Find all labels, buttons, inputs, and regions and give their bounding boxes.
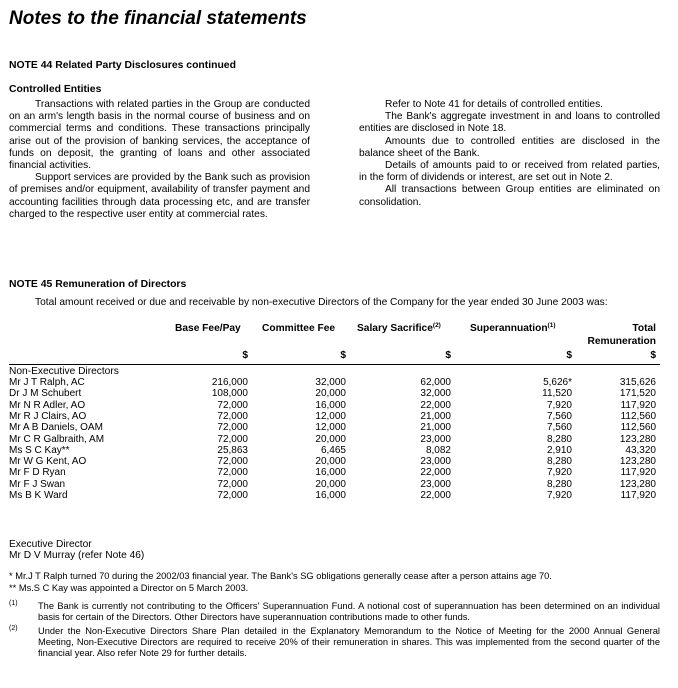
table-row [0, 479, 678, 490]
director-name: Mr F D Ryan [9, 467, 66, 479]
cell-committee: 20,000 [315, 478, 346, 490]
director-name: Mr A B Daniels, OAM [9, 422, 103, 434]
director-name: Ms S C Kay** [9, 444, 70, 456]
right-paragraph: Details of amounts paid to or received from related parties, in the form of dividends or interest, are set out in Note 2. [359, 160, 660, 184]
cell-super: 7,560 [546, 422, 572, 434]
director-name: Mr J T Ralph, AC [9, 377, 85, 388]
col-header-salary-sacrifice: Salary Sacrifice$^{(2)}$ [357, 322, 441, 334]
cell-base: 72,000 [217, 456, 248, 468]
note-45-intro: Total amount received or due and receivable by non-executive Directors of the Company for the year ended 30 June 2003 was: [35, 297, 608, 308]
cell-salary: 23,000 [420, 478, 451, 490]
cell-super: 5,626* [543, 377, 572, 388]
cell-salary: 32,000 [420, 388, 451, 400]
right-paragraph: All transactions between Group entities are eliminated on consolidation. [359, 184, 660, 208]
table-row [0, 490, 678, 501]
cell-base: 72,000 [217, 467, 248, 479]
cell-super: 7,560 [546, 410, 572, 422]
director-name: Mr F J Swan [9, 478, 66, 490]
cell-committee: 12,000 [315, 410, 346, 422]
footnote-star: * Mr.J T Ralph turned 70 during the 2002/03 financial year. The Bank's SG obligations generally cease after a person attains age 70. [9, 571, 552, 581]
cell-committee: 12,000 [315, 422, 346, 434]
left-paragraph: Support services are provided by the Bank such as provision of premises and/or equipment, availability of transfer payment and accounting facilities through data processing etc, and are transfer charged to the respective user entity at commercial rates. [9, 172, 310, 220]
cell-salary: 22,000 [420, 399, 451, 411]
executive-director-name: Mr D V Murray (refer Note 46) [9, 550, 145, 561]
cell-base: 72,000 [217, 399, 248, 411]
cell-super: 11,520 [542, 388, 572, 400]
footnote-1-text: The Bank is currently not contributing to the Officers' Superannuation Fund. A notional cost of superannuation has been determined on an individual basis for certain of the Directors. Other Directors have superannuation contributions made to other funds. [38, 601, 660, 622]
cell-committee: 20,000 [315, 388, 346, 400]
table-row [0, 377, 678, 388]
page-title: Notes to the financial statements [9, 8, 307, 29]
cell-base: 72,000 [217, 490, 248, 501]
cell-super: 8,280 [546, 433, 572, 445]
cell-salary: 21,000 [420, 422, 451, 434]
table-header-rule [9, 364, 660, 365]
cell-salary: 62,000 [420, 377, 451, 388]
footnote-2-text: Under the Non-Executive Directors Share Plan detailed in the Explanatory Memorandum to the Notice of Meeting for the 2000 Annual General Meeting, Non-Executive Directors are required to receive 20% of their remuneration in shares. This was implemented from the second quarter of the financial year. Also refer Note 29 for further details. [38, 626, 660, 658]
footnote-2-mark: (2) [9, 625, 18, 632]
executive-director-label: Executive Director [9, 539, 92, 550]
group-label-non-executive: Non-Executive Directors [9, 366, 119, 377]
note-44-left-column [9, 99, 310, 221]
table-row [0, 456, 678, 467]
cell-salary: 23,000 [420, 456, 451, 468]
col-header-superannuation: Superannuation$^{(1)}$ [470, 322, 556, 334]
director-name: Ms B K Ward [9, 490, 68, 501]
table-row [0, 400, 678, 411]
cell-total: 315,626 [619, 377, 656, 388]
cell-committee: 32,000 [315, 377, 346, 388]
cell-base: 72,000 [217, 410, 248, 422]
cell-committee: 16,000 [315, 490, 346, 501]
cell-total: 43,320 [625, 444, 656, 456]
currency-base: $ [242, 350, 248, 361]
right-paragraph: Refer to Note 41 for details of controlled entities. [385, 99, 604, 110]
cell-total: 123,280 [619, 456, 656, 468]
cell-super: 7,920 [546, 399, 572, 411]
cell-salary: 23,000 [420, 433, 451, 445]
cell-total: 117,920 [620, 490, 656, 501]
currency-committee: $ [340, 350, 346, 361]
director-name: Dr J M Schubert [9, 388, 82, 400]
table-row [0, 434, 678, 445]
right-paragraph: The Bank's aggregate investment in and loans to controlled entities are disclosed in Note 18. [359, 111, 660, 135]
cell-total: 171,520 [619, 388, 656, 400]
note-44-heading: NOTE 44 Related Party Disclosures continued [9, 60, 236, 71]
cell-super: 8,280 [546, 456, 572, 468]
right-paragraph: Amounts due to controlled entities are disclosed in the balance sheet of the Bank. [359, 135, 660, 159]
table-row [0, 388, 678, 399]
cell-committee: 16,000 [315, 467, 346, 479]
note-44-right-column [359, 99, 660, 209]
cell-base: 216,000 [211, 377, 248, 388]
controlled-entities-heading: Controlled Entities [9, 84, 102, 95]
footnote-1-mark: (1) [9, 600, 18, 607]
cell-base: 72,000 [217, 433, 248, 445]
cell-total: 112,560 [620, 422, 656, 434]
cell-super: 7,920 [546, 490, 572, 501]
cell-total: 123,280 [619, 478, 656, 490]
director-name: Mr N R Adler, AO [9, 399, 86, 411]
table-row [0, 422, 678, 433]
cell-committee: 20,000 [315, 456, 346, 468]
cell-committee: 6,465 [320, 444, 346, 456]
table-row [0, 467, 678, 478]
col-header-total-line2: Remuneration [587, 336, 656, 347]
cell-super: 2,910 [546, 444, 572, 456]
cell-total: 112,560 [620, 410, 656, 422]
left-paragraph: Transactions with related parties in the Group are conducted on an arm's length basis in the normal course of business and on commercial terms and conditions. These transactions principally arise out of the provision of banking services, the acceptance of funds on deposit, the granting of loans and other associated financial activities. [9, 99, 310, 172]
note-45-heading: NOTE 45 Remuneration of Directors [9, 279, 187, 290]
col-header-base-fee: Base Fee/Pay [175, 323, 241, 334]
director-name: Mr R J Clairs, AO [9, 410, 87, 422]
cell-salary: 21,000 [420, 410, 451, 422]
currency-total: $ [650, 350, 656, 361]
director-name: Mr W G Kent, AO [9, 456, 87, 468]
director-name: Mr C R Galbraith, AM [9, 433, 105, 445]
cell-base: 25,863 [217, 444, 248, 456]
cell-salary: 8,082 [425, 444, 451, 456]
cell-base: 72,000 [217, 478, 248, 490]
cell-super: 8,280 [546, 478, 572, 490]
col-header-total-line1: Total [632, 323, 656, 334]
footnote-double-star: ** Ms.S C Kay was appointed a Director on 5 March 2003. [9, 583, 249, 593]
cell-super: 7,920 [546, 467, 572, 479]
currency-salary: $ [445, 350, 451, 361]
cell-total: 117,920 [620, 467, 656, 479]
cell-salary: 22,000 [420, 467, 451, 479]
cell-committee: 20,000 [315, 433, 346, 445]
table-row [0, 445, 678, 456]
cell-total: 123,280 [619, 433, 656, 445]
cell-base: 72,000 [217, 422, 248, 434]
cell-salary: 22,000 [420, 490, 451, 501]
cell-total: 117,920 [620, 399, 656, 411]
cell-committee: 16,000 [315, 399, 346, 411]
currency-super: $ [566, 350, 572, 361]
cell-base: 108,000 [211, 388, 248, 400]
col-header-committee-fee: Committee Fee [262, 323, 336, 334]
table-row [0, 411, 678, 422]
